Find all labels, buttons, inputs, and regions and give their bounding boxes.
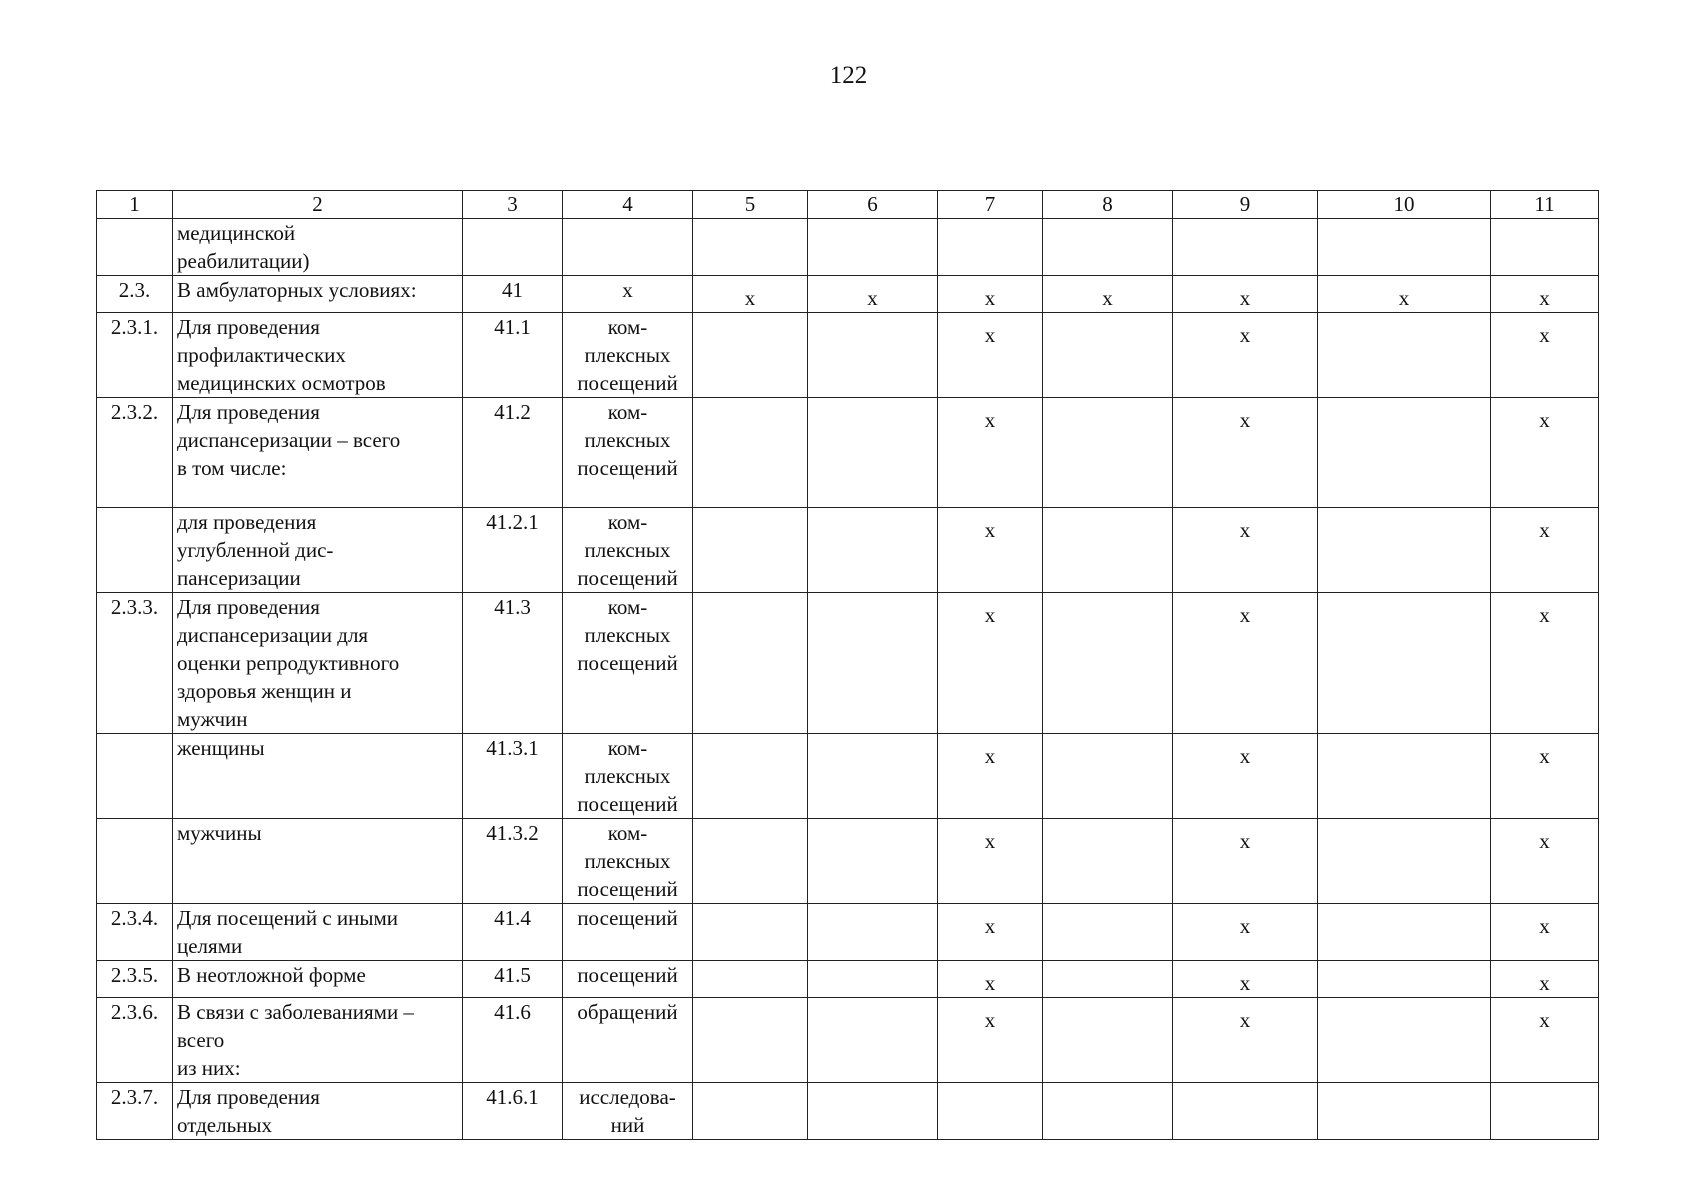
row-col-6-cell (808, 398, 938, 508)
row-number-cell-text: 2.3.5. (110, 963, 159, 987)
column-header-7: 7 (938, 191, 1043, 219)
column-header-1: 1 (97, 191, 173, 219)
row-unit-cell-text: посещений (577, 906, 678, 930)
row-code-cell-text: 41.6 (494, 1000, 531, 1024)
row-col-8-cell (1043, 998, 1173, 1083)
row-col-5-cell-text: х (744, 286, 756, 310)
row-unit-cell-text: ком- плексных посещений (577, 736, 678, 816)
row-name-cell (173, 998, 463, 1083)
table-row (97, 819, 1599, 904)
row-number-cell (97, 593, 173, 734)
row-name-cell-text: мужчины (177, 821, 262, 845)
column-header-10: 10 (1318, 191, 1491, 219)
row-col-10-cell (1318, 961, 1491, 998)
row-name-cell (173, 734, 463, 819)
row-code-cell (463, 313, 563, 398)
row-col-9-cell-text: х (1239, 1008, 1251, 1032)
row-col-7-cell (938, 398, 1043, 508)
row-number-cell (97, 998, 173, 1083)
row-col-7-cell-text: х (984, 603, 996, 627)
row-number-cell (97, 398, 173, 508)
column-header-2: 2 (173, 191, 463, 219)
row-unit-cell (563, 508, 693, 593)
row-code-cell (463, 508, 563, 593)
row-code-cell (463, 593, 563, 734)
row-col-9-cell (1173, 398, 1318, 508)
row-col-10-cell (1318, 219, 1491, 276)
row-col-8-cell (1043, 508, 1173, 593)
row-code-cell-text: 41.5 (494, 963, 531, 987)
row-code-cell-text: 41.4 (494, 906, 531, 930)
row-col-9-cell-text: х (1239, 603, 1251, 627)
row-col-11-cell-text: х (1539, 518, 1550, 542)
row-col-9-cell (1173, 998, 1318, 1083)
row-number-cell-text: 2.3.6. (110, 1000, 159, 1024)
row-code-cell (463, 998, 563, 1083)
row-col-7-cell-text: х (984, 971, 996, 995)
row-col-6-cell (808, 508, 938, 593)
row-col-9-cell (1173, 904, 1318, 961)
row-col-6-cell (808, 276, 938, 313)
row-unit-cell (563, 593, 693, 734)
table-header-row (97, 191, 1599, 219)
row-col-7-cell (938, 961, 1043, 998)
row-col-5-cell (693, 904, 808, 961)
table-row (97, 593, 1599, 734)
row-col-11-cell (1491, 313, 1599, 398)
row-col-10-cell (1318, 593, 1491, 734)
row-col-11-cell (1491, 508, 1599, 593)
row-col-10-cell (1318, 819, 1491, 904)
row-name-cell (173, 219, 463, 276)
row-col-11-cell-text: х (1539, 603, 1550, 627)
row-code-cell-text: 41.2.1 (486, 510, 539, 534)
row-col-7-cell (938, 819, 1043, 904)
row-col-11-cell (1491, 734, 1599, 819)
row-col-10-cell (1318, 904, 1491, 961)
row-unit-cell (563, 961, 693, 998)
row-name-cell-text: женщины (177, 736, 265, 760)
row-col-6-cell (808, 819, 938, 904)
row-col-8-cell (1043, 219, 1173, 276)
table-row (97, 734, 1599, 819)
row-col-7-cell (938, 508, 1043, 593)
row-col-6-cell (808, 998, 938, 1083)
row-name-cell (173, 593, 463, 734)
row-col-8-cell (1043, 313, 1173, 398)
row-col-7-cell (938, 276, 1043, 313)
row-col-10-cell (1318, 508, 1491, 593)
table-row (97, 398, 1599, 508)
row-code-cell-text: 41.2 (494, 400, 531, 424)
row-number-cell-text: 2.3.2. (110, 400, 159, 424)
row-name-cell-text: Для проведения диспансеризации – всего в том числе: (177, 400, 401, 480)
row-col-9-cell-text: х (1239, 408, 1251, 432)
row-name-cell (173, 398, 463, 508)
column-header-9: 9 (1173, 191, 1318, 219)
row-col-6-cell (808, 219, 938, 276)
row-number-cell (97, 276, 173, 313)
row-code-cell-text: 41.3 (494, 595, 531, 619)
table-row (97, 961, 1599, 998)
row-col-7-cell (938, 998, 1043, 1083)
row-col-11-cell (1491, 904, 1599, 961)
row-code-cell (463, 219, 563, 276)
row-col-11-cell-text: х (1539, 744, 1550, 768)
row-code-cell-text: 41 (502, 278, 523, 302)
row-col-7-cell-text: х (984, 1008, 996, 1032)
row-col-10-cell (1318, 398, 1491, 508)
row-col-11-cell (1491, 219, 1599, 276)
row-unit-cell (563, 904, 693, 961)
row-col-9-cell (1173, 734, 1318, 819)
column-header-3: 3 (463, 191, 563, 219)
row-col-8-cell (1043, 904, 1173, 961)
row-name-cell-text: для проведения углубленной дис- пансеризации (177, 510, 334, 590)
row-code-cell (463, 904, 563, 961)
row-unit-cell-text: ком- плексных посещений (577, 315, 678, 395)
row-name-cell (173, 961, 463, 998)
row-col-9-cell (1173, 219, 1318, 276)
row-col-11-cell-text: х (1539, 408, 1550, 432)
row-col-6-cell (808, 593, 938, 734)
row-col-7-cell-text: х (984, 744, 996, 768)
row-col-11-cell-text: х (1539, 323, 1550, 347)
table-row (97, 904, 1599, 961)
row-col-11-cell-text: х (1539, 829, 1550, 853)
row-col-9-cell (1173, 961, 1318, 998)
row-col-9-cell-text: х (1239, 914, 1251, 938)
row-col-8-cell (1043, 734, 1173, 819)
row-unit-cell (563, 1083, 693, 1140)
row-code-cell-text: 41.6.1 (486, 1085, 539, 1109)
row-col-8-cell (1043, 398, 1173, 508)
row-col-9-cell-text: х (1239, 744, 1251, 768)
row-col-7-cell (938, 313, 1043, 398)
row-number-cell-text: 2.3.3. (110, 595, 159, 619)
row-col-8-cell (1043, 593, 1173, 734)
row-col-11-cell (1491, 276, 1599, 313)
row-col-7-cell (938, 1083, 1043, 1140)
row-col-9-cell (1173, 508, 1318, 593)
row-code-cell-text: 41.1 (494, 315, 531, 339)
row-number-cell (97, 819, 173, 904)
row-col-9-cell-text: х (1239, 829, 1251, 853)
row-col-10-cell-text: х (1398, 286, 1410, 310)
row-col-7-cell-text: х (984, 829, 996, 853)
row-col-11-cell (1491, 998, 1599, 1083)
row-unit-cell-text: ком- плексных посещений (577, 595, 678, 675)
row-col-7-cell-text: х (984, 286, 996, 310)
row-col-9-cell (1173, 593, 1318, 734)
row-col-6-cell-text: х (867, 286, 878, 310)
row-col-5-cell (693, 398, 808, 508)
row-unit-cell (563, 398, 693, 508)
row-col-11-cell (1491, 961, 1599, 998)
row-col-6-cell (808, 961, 938, 998)
row-col-9-cell (1173, 819, 1318, 904)
row-name-cell (173, 313, 463, 398)
column-header-11: 11 (1491, 191, 1599, 219)
row-unit-cell (563, 819, 693, 904)
row-col-5-cell (693, 313, 808, 398)
row-col-7-cell-text: х (984, 323, 996, 347)
row-name-cell-text: медицинской реабилитации) (177, 221, 310, 273)
table-row (97, 1083, 1599, 1140)
row-col-7-cell-text: х (984, 408, 996, 432)
row-col-5-cell (693, 276, 808, 313)
row-col-5-cell (693, 508, 808, 593)
table-row (97, 219, 1599, 276)
row-unit-cell-text: ком- плексных посещений (577, 400, 678, 480)
row-col-5-cell (693, 998, 808, 1083)
row-name-cell (173, 819, 463, 904)
row-col-10-cell (1318, 734, 1491, 819)
row-name-cell (173, 276, 463, 313)
row-code-cell-text: 41.3.2 (486, 821, 539, 845)
row-unit-cell-text: ком- плексных посещений (577, 510, 678, 590)
row-col-10-cell (1318, 998, 1491, 1083)
row-col-9-cell-text: х (1239, 323, 1251, 347)
row-name-cell-text: В неотложной форме (177, 963, 366, 987)
row-unit-cell (563, 998, 693, 1083)
row-number-cell (97, 734, 173, 819)
row-number-cell (97, 1083, 173, 1140)
row-code-cell (463, 734, 563, 819)
row-number-cell (97, 219, 173, 276)
row-name-cell (173, 904, 463, 961)
row-unit-cell (563, 313, 693, 398)
row-number-cell-text: 2.3. (118, 278, 151, 302)
row-number-cell (97, 904, 173, 961)
row-col-9-cell-text: х (1239, 286, 1251, 310)
row-name-cell-text: Для проведения отдельных (177, 1085, 320, 1137)
row-col-8-cell (1043, 961, 1173, 998)
row-code-cell-text: 41.3.1 (486, 736, 539, 760)
row-col-7-cell (938, 593, 1043, 734)
row-col-5-cell (693, 734, 808, 819)
row-code-cell (463, 276, 563, 313)
row-col-10-cell (1318, 1083, 1491, 1140)
row-name-cell (173, 1083, 463, 1140)
row-name-cell-text: Для проведения диспансеризации для оценки репродуктивного здоровья женщин и мужчин (177, 595, 400, 731)
table-row (97, 276, 1599, 313)
row-unit-cell (563, 219, 693, 276)
row-number-cell (97, 313, 173, 398)
row-col-5-cell (693, 1083, 808, 1140)
page-number: 122 (829, 62, 868, 89)
row-col-11-cell (1491, 398, 1599, 508)
row-col-8-cell (1043, 1083, 1173, 1140)
row-col-10-cell (1318, 313, 1491, 398)
row-number-cell-text: 2.3.4. (110, 906, 159, 930)
row-unit-cell (563, 734, 693, 819)
row-col-7-cell-text: х (984, 518, 996, 542)
column-header-8: 8 (1043, 191, 1173, 219)
row-number-cell (97, 961, 173, 998)
row-col-8-cell-text: х (1102, 286, 1113, 310)
row-number-cell-text: 2.3.1. (110, 315, 159, 339)
row-name-cell-text: Для проведения профилактических медицинских осмотров (177, 315, 386, 395)
row-code-cell (463, 1083, 563, 1140)
row-unit-cell-text: посещений (577, 963, 678, 987)
row-col-7-cell (938, 734, 1043, 819)
row-code-cell (463, 961, 563, 998)
row-code-cell (463, 398, 563, 508)
row-name-cell (173, 508, 463, 593)
row-col-5-cell (693, 819, 808, 904)
row-col-6-cell (808, 904, 938, 961)
row-col-11-cell-text: х (1539, 286, 1550, 310)
row-col-9-cell-text: х (1239, 518, 1251, 542)
row-col-8-cell (1043, 819, 1173, 904)
row-col-11-cell-text: х (1539, 971, 1550, 995)
table-body (97, 191, 1599, 1140)
row-unit-cell-text: ком- плексных посещений (577, 821, 678, 901)
column-header-6: 6 (808, 191, 938, 219)
table-row (97, 998, 1599, 1083)
table-row (97, 508, 1599, 593)
row-col-5-cell (693, 593, 808, 734)
row-col-10-cell (1318, 276, 1491, 313)
row-col-5-cell (693, 219, 808, 276)
row-col-9-cell (1173, 313, 1318, 398)
row-code-cell (463, 819, 563, 904)
row-col-7-cell (938, 904, 1043, 961)
row-col-11-cell (1491, 593, 1599, 734)
row-col-11-cell-text: х (1539, 914, 1550, 938)
row-col-6-cell (808, 734, 938, 819)
column-header-5: 5 (693, 191, 808, 219)
row-unit-cell (563, 276, 693, 313)
row-name-cell-text: Для посещений с иными целями (177, 906, 399, 958)
row-name-cell-text: В связи с заболеваниями – всего из них: (177, 1000, 414, 1080)
row-col-7-cell-text: х (984, 914, 996, 938)
row-number-cell-text: 2.3.7. (110, 1085, 159, 1109)
row-unit-cell-text: обращений (577, 1000, 678, 1024)
column-header-4: 4 (563, 191, 693, 219)
row-col-6-cell (808, 313, 938, 398)
row-number-cell (97, 508, 173, 593)
row-col-7-cell (938, 219, 1043, 276)
data-table (96, 190, 1599, 1140)
row-col-5-cell (693, 961, 808, 998)
row-col-11-cell-text: х (1539, 1008, 1550, 1032)
row-col-11-cell (1491, 1083, 1599, 1140)
row-col-6-cell (808, 1083, 938, 1140)
row-col-8-cell (1043, 276, 1173, 313)
table-row (97, 313, 1599, 398)
row-unit-cell-text: исследова- ний (579, 1085, 676, 1137)
row-col-9-cell (1173, 1083, 1318, 1140)
row-name-cell-text: В амбулаторных условиях: (177, 278, 417, 302)
row-col-11-cell (1491, 819, 1599, 904)
row-col-9-cell-text: х (1239, 971, 1251, 995)
row-col-9-cell (1173, 276, 1318, 313)
row-unit-cell-text: х (622, 278, 633, 302)
